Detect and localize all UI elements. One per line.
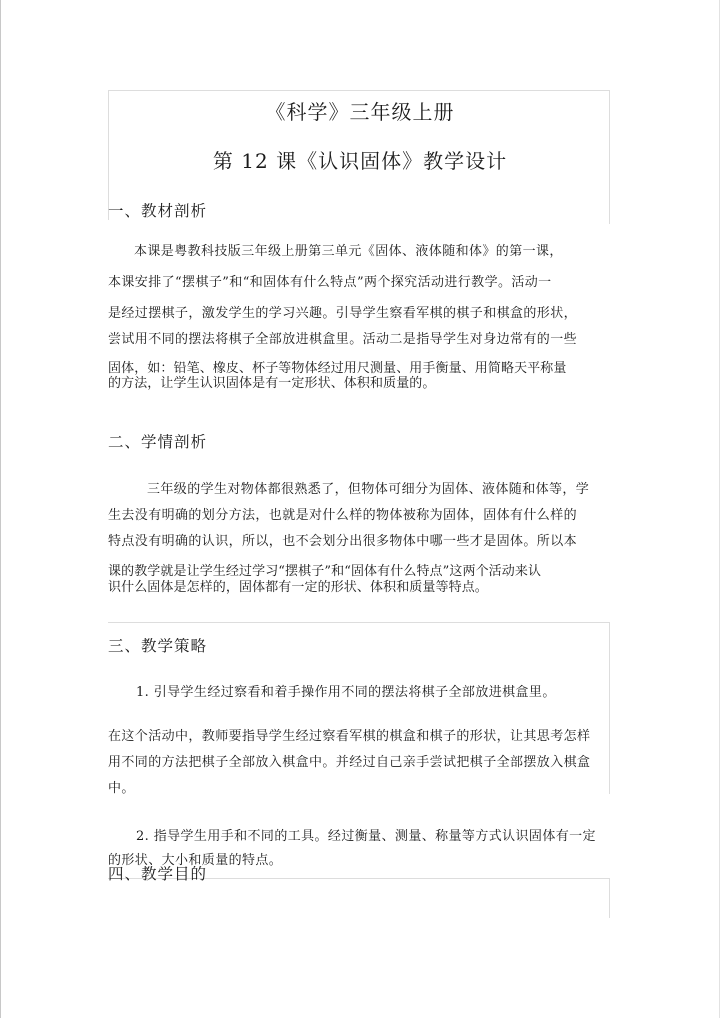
section-heading: 三、教学策略 bbox=[108, 637, 208, 655]
paragraph-line: 在这个活动中，教师要指导学生经过察看军棋的棋盒和棋子的形状，让其思考怎样 bbox=[108, 729, 591, 744]
frame-line bbox=[609, 878, 610, 918]
list-item: 2. 指导学生用手和不同的工具。经过衡量、测量、称量等方式认识固体有一定 bbox=[136, 829, 596, 844]
list-item-continued: 的形状、大小和质量的特点。 bbox=[108, 853, 283, 868]
paragraph-line: 特点没有明确的认识，所以，也不会划分出很多物体中哪一些才是固体。所以本 bbox=[108, 534, 578, 549]
paragraph-line: 是经过摆棋子，激发学生的学习兴趣。引导学生察看军棋的棋子和棋盒的形状， bbox=[108, 306, 578, 321]
section-heading: 二、学情剖析 bbox=[108, 433, 208, 451]
document-subtitle: 第 12 课《认识固体》教学设计 bbox=[212, 149, 508, 173]
frame-line bbox=[609, 622, 610, 794]
paragraph-line: 用不同的方法把棋子全部放入棋盒中。并经过自己亲手尝试把棋子全部摆放入棋盒 bbox=[108, 755, 591, 770]
paragraph-line: 三年级的学生对物体都很熟悉了，但物体可细分为固体、液体随和体等，学 bbox=[147, 482, 590, 497]
paragraph-line: 尝试用不同的摆法将棋子全部放进棋盒里。活动二是指导学生对身边常有的一些 bbox=[108, 332, 578, 347]
paragraph-line: 课的教学就是让学生经过学习“摆棋子”和“固体有什么特点”这两个活动来认 bbox=[108, 564, 542, 579]
frame-line bbox=[108, 90, 610, 91]
paragraph-line: 中。 bbox=[108, 781, 135, 796]
paragraph-line: 的方法，让学生认识固体是有一定形状、体积和质量的。 bbox=[108, 376, 436, 391]
list-item: 1. 引导学生经过察看和着手操作用不同的摆法将棋子全部放进棋盒里。 bbox=[136, 685, 556, 700]
paragraph-line: 识什么固体是怎样的，固体都有一定的形状、体积和质量等特点。 bbox=[108, 580, 488, 595]
paragraph-line: 固体，如：铅笔、橡皮、杯子等物体经过用尺测量、用手衡量、用简略天平称量 bbox=[108, 361, 567, 376]
section-heading: 一、教材剖析 bbox=[108, 202, 208, 220]
section-heading: 四、教学目的 bbox=[108, 865, 208, 883]
frame-line bbox=[108, 622, 610, 623]
paragraph-line: 本课安排了“摆棋子”和“和固体有什么特点”两个探究活动进行教学。活动一 bbox=[108, 275, 552, 290]
paragraph-line: 生去没有明确的划分方法，也就是对什么样的物体被称为固体，固体有什么样的 bbox=[108, 508, 578, 523]
paragraph-line: 本课是粤教科技版三年级上册第三单元《固体、液体随和体》的第一课， bbox=[134, 244, 563, 259]
document-title: 《科学》三年级上册 bbox=[265, 100, 455, 124]
